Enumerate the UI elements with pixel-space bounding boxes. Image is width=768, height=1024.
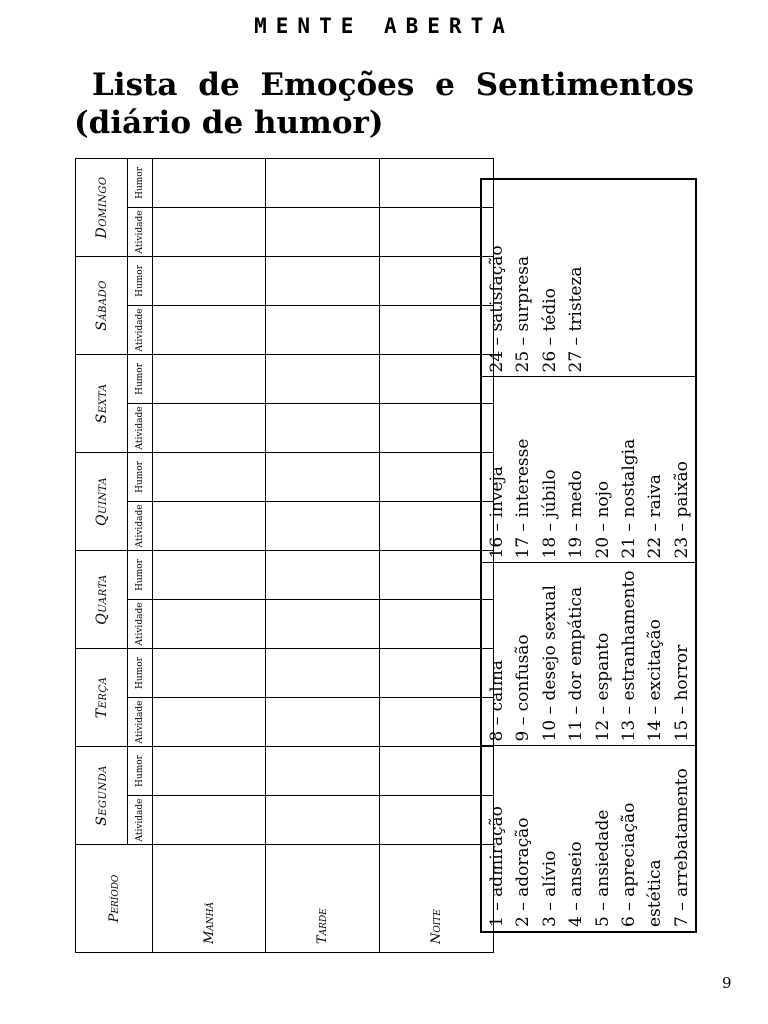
emotions-list-table xyxy=(480,180,692,933)
title-word: Lista xyxy=(92,67,178,103)
diary-cell[interactable] xyxy=(380,648,494,697)
diary-cell[interactable] xyxy=(266,207,380,256)
diary-cell[interactable] xyxy=(266,796,380,845)
diary-cell[interactable] xyxy=(380,452,494,501)
title-word: Emoções xyxy=(260,67,415,103)
list-item: 19 – medo xyxy=(566,470,587,559)
mood-subheader: Humor xyxy=(128,648,153,697)
list-item: 15 – horror xyxy=(671,644,692,742)
list-item: 11 – dor empática xyxy=(566,586,587,742)
day-header-friday: Sexta xyxy=(76,354,128,452)
list-item: 26 – tédio xyxy=(539,288,560,373)
diary-cell[interactable] xyxy=(153,501,266,550)
list-item: 6 – apreciação xyxy=(618,802,639,927)
list-item: 16 – inveja xyxy=(487,466,507,559)
diary-cell[interactable] xyxy=(380,746,494,795)
day-header-sunday: Domingo xyxy=(76,158,128,256)
emotions-column-3 xyxy=(481,377,696,563)
list-item: 8 – calma xyxy=(487,660,507,742)
activity-subheader: Atividade xyxy=(128,207,153,256)
emotions-column-4 xyxy=(481,179,696,377)
diary-cell[interactable] xyxy=(153,697,266,746)
list-item: 12 – espanto xyxy=(592,632,613,742)
mood-subheader: Humor xyxy=(128,354,153,403)
list-item: 10 – desejo sexual xyxy=(539,585,560,742)
diary-cell[interactable] xyxy=(266,403,380,452)
diary-cell[interactable] xyxy=(266,354,380,403)
diary-cell[interactable] xyxy=(266,256,380,305)
period-header: Período xyxy=(76,845,153,953)
diary-cell[interactable] xyxy=(266,501,380,550)
diary-cell[interactable] xyxy=(153,452,266,501)
list-item: 17 – interesse xyxy=(513,438,534,559)
mood-subheader: Humor xyxy=(128,746,153,795)
diary-cell[interactable] xyxy=(380,207,494,256)
period-afternoon: Tarde xyxy=(266,845,380,953)
list-item: 3 – alívio xyxy=(539,850,560,927)
list-item: 25 – surpresa xyxy=(513,255,534,373)
diary-cell[interactable] xyxy=(153,207,266,256)
book-header: MENTE ABERTA xyxy=(254,14,514,38)
diary-cell[interactable] xyxy=(153,599,266,648)
diary-cell[interactable] xyxy=(266,697,380,746)
diary-cell[interactable] xyxy=(380,697,494,746)
title-word: e xyxy=(435,67,455,103)
day-header-tuesday: Terça xyxy=(76,648,128,746)
activity-subheader: Atividade xyxy=(128,796,153,845)
list-item: 23 – paixão xyxy=(671,461,692,559)
diary-cell[interactable] xyxy=(266,158,380,207)
list-item: 18 – júbilo xyxy=(539,469,560,559)
list-item: 2 – adoração xyxy=(513,817,534,927)
diary-cell[interactable] xyxy=(380,158,494,207)
diary-cell[interactable] xyxy=(266,550,380,599)
page-title-line1 xyxy=(74,66,694,104)
mood-diary-table xyxy=(75,158,468,953)
diary-cell[interactable] xyxy=(153,746,266,795)
page-number: 9 xyxy=(722,974,732,992)
activity-subheader: Atividade xyxy=(128,697,153,746)
diary-cell[interactable] xyxy=(380,256,494,305)
list-item: estética xyxy=(645,859,666,927)
list-item: 4 – anseio xyxy=(566,841,587,927)
list-item: 20 – nojo xyxy=(592,480,613,559)
period-morning: Manhã xyxy=(153,845,266,953)
diary-cell[interactable] xyxy=(266,746,380,795)
title-word: de xyxy=(198,67,240,103)
diary-cell[interactable] xyxy=(153,796,266,845)
list-item: 14 – excitação xyxy=(645,619,666,742)
emotions-column-1 xyxy=(481,746,696,932)
diary-cell[interactable] xyxy=(380,403,494,452)
diary-cell[interactable] xyxy=(266,599,380,648)
list-item: 13 – estranhamento xyxy=(618,570,639,742)
diary-cell[interactable] xyxy=(153,305,266,354)
day-header-saturday: Sábado xyxy=(76,256,128,354)
diary-cell[interactable] xyxy=(153,648,266,697)
day-header-thursday: Quinta xyxy=(76,452,128,550)
diary-cell[interactable] xyxy=(380,354,494,403)
diary-cell[interactable] xyxy=(266,452,380,501)
list-item: 9 – confusão xyxy=(513,634,534,742)
list-item: 5 – ansiedade xyxy=(592,809,613,927)
page-title-line2: (diário de humor) xyxy=(74,105,384,141)
diary-cell[interactable] xyxy=(153,403,266,452)
diary-cell[interactable] xyxy=(266,648,380,697)
activity-subheader: Atividade xyxy=(128,501,153,550)
mood-subheader: Humor xyxy=(128,452,153,501)
list-item: 21 – nostalgia xyxy=(618,438,639,559)
diary-cell[interactable] xyxy=(153,256,266,305)
title-word: Sentimentos xyxy=(475,67,694,103)
mood-subheader: Humor xyxy=(128,256,153,305)
list-item: 1 – admiração xyxy=(487,806,507,927)
list-item: 7 – arrebatamento xyxy=(671,768,692,927)
diary-cell[interactable] xyxy=(380,501,494,550)
activity-subheader: Atividade xyxy=(128,305,153,354)
emotions-column-2 xyxy=(481,563,696,746)
diary-cell[interactable] xyxy=(380,599,494,648)
day-header-monday: Segunda xyxy=(76,746,128,844)
activity-subheader: Atividade xyxy=(128,403,153,452)
day-header-wednesday: Quarta xyxy=(76,550,128,648)
list-item: 24 – satisfação xyxy=(487,245,507,373)
diary-cell[interactable] xyxy=(266,305,380,354)
mood-subheader: Humor xyxy=(128,158,153,207)
diary-cell[interactable] xyxy=(380,550,494,599)
diary-cell[interactable] xyxy=(380,796,494,845)
diary-cell[interactable] xyxy=(153,354,266,403)
diary-cell[interactable] xyxy=(153,550,266,599)
list-item: 27 – tristeza xyxy=(566,266,587,373)
mood-subheader: Humor xyxy=(128,550,153,599)
diary-cell[interactable] xyxy=(380,305,494,354)
diary-cell[interactable] xyxy=(153,158,266,207)
period-night: Noite xyxy=(380,845,494,953)
list-item: 22 – raiva xyxy=(645,474,666,559)
activity-subheader: Atividade xyxy=(128,599,153,648)
